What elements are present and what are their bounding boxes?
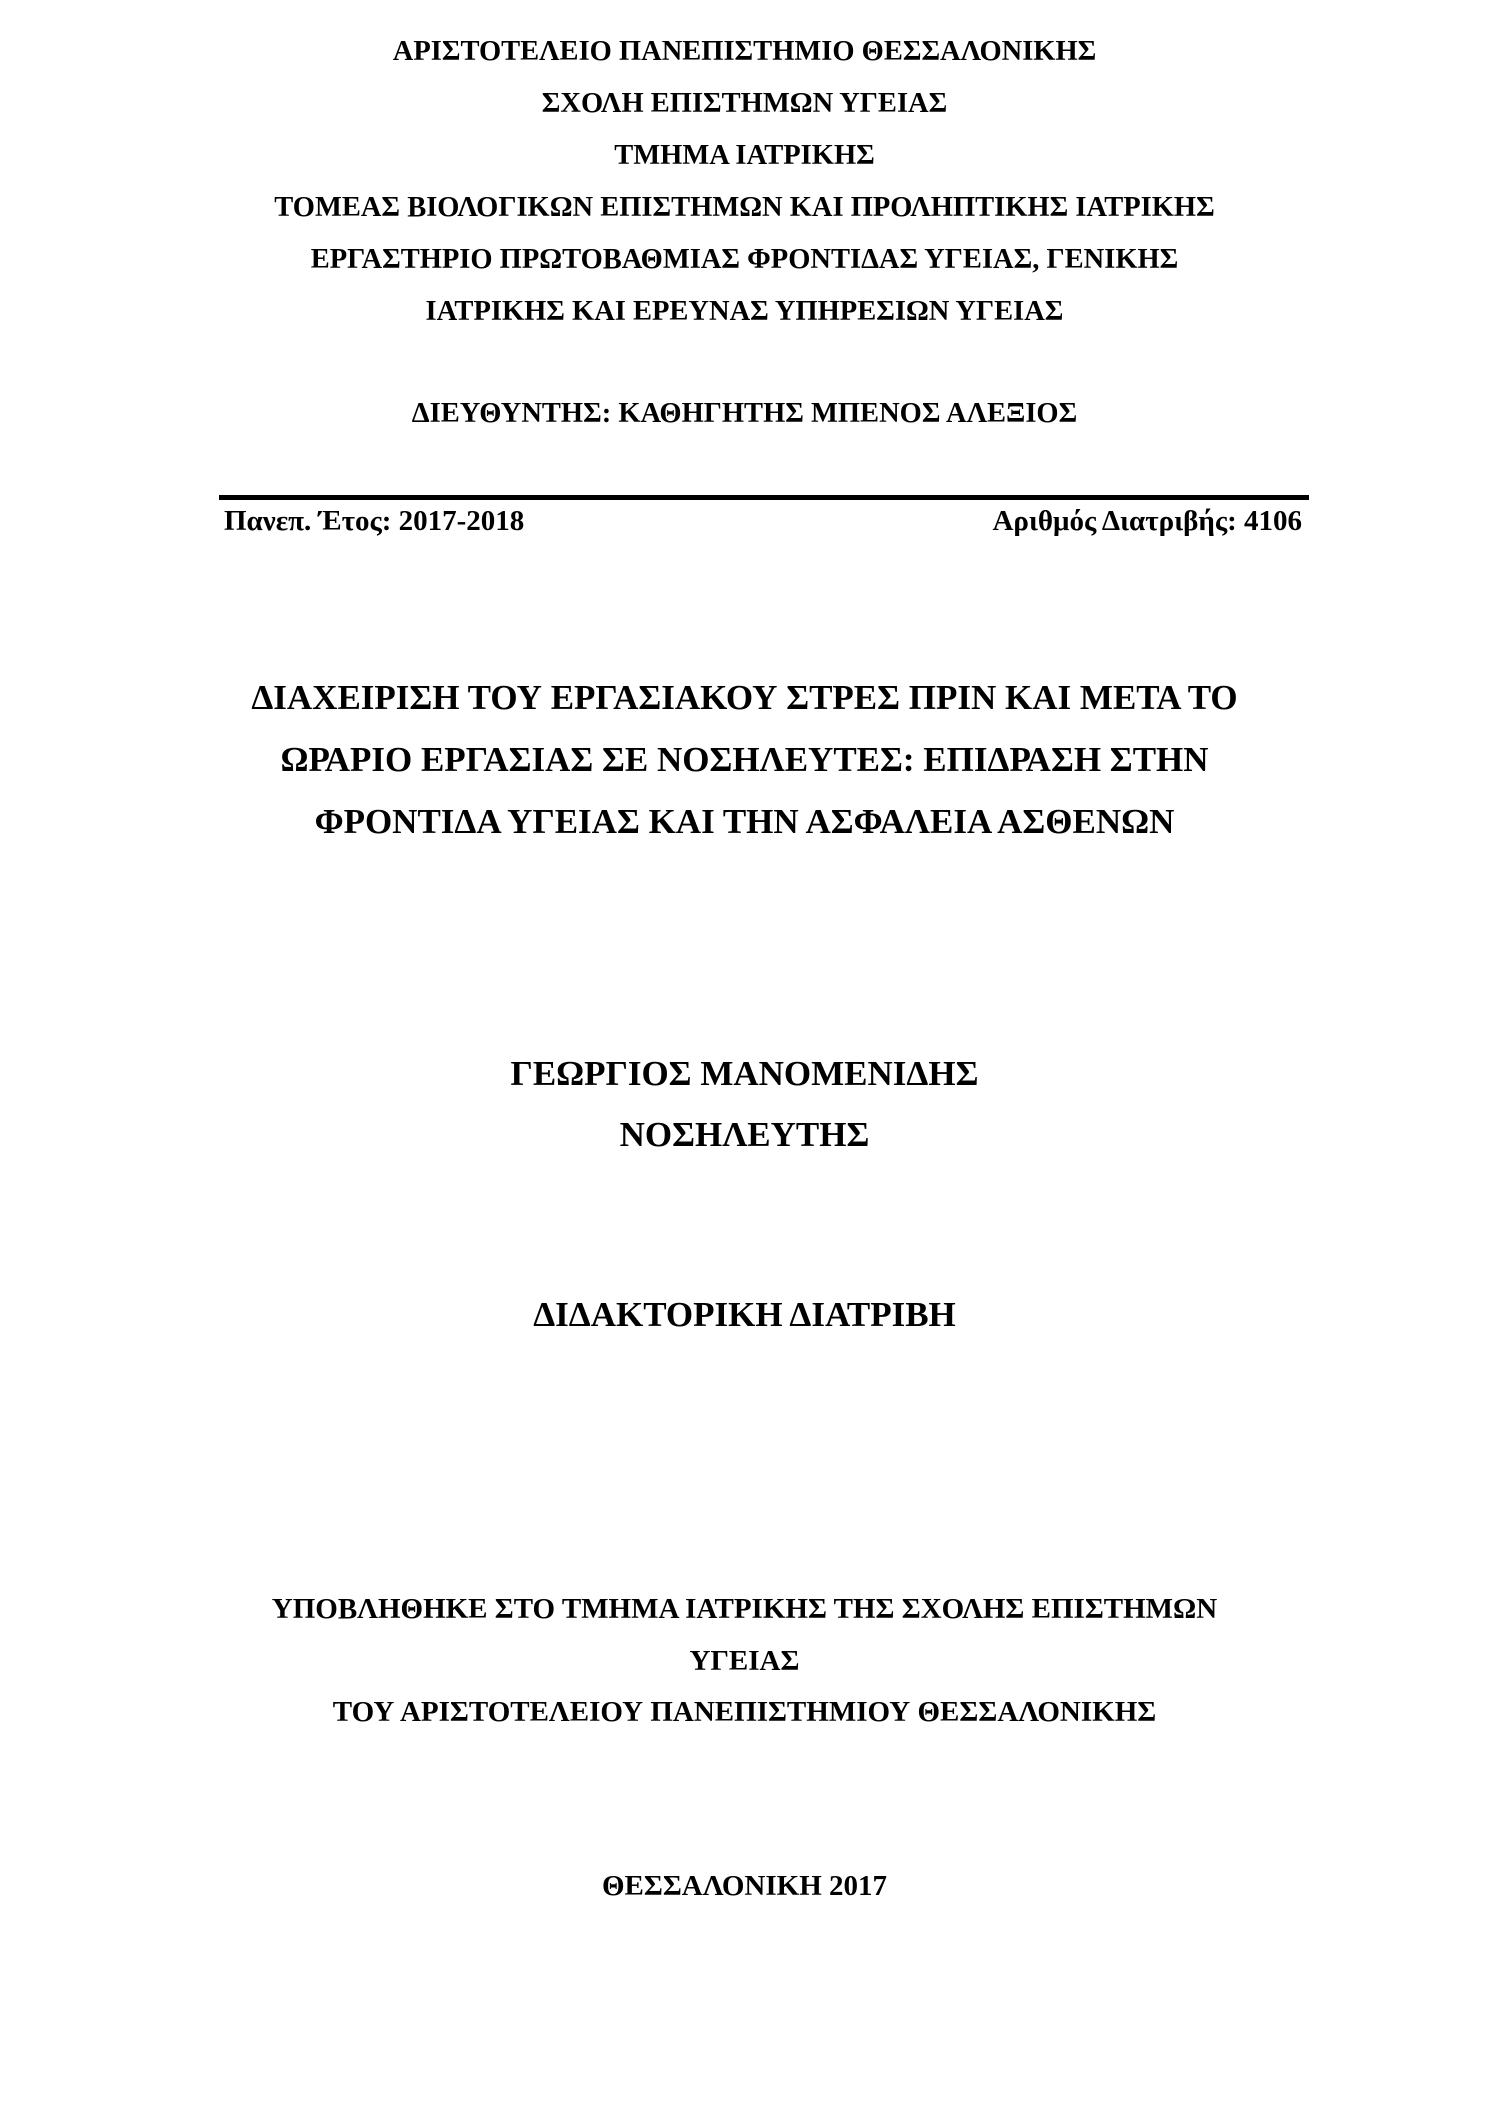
director-line: ΔΙΕΥΘΥΝΤΗΣ: ΚΑΘΗΓΗΤΗΣ ΜΠΕΝΟΣ ΑΛΕΞΙΟΣ (411, 398, 1078, 429)
thesis-title-line2: ΩΡΑΡΙΟ ΕΡΓΑΣΙΑΣ ΣΕ ΝΟΣΗΛΕΥΤΕΣ: ΕΠΙΔΡΑΣΗ ΣΤΗΝ (280, 740, 1209, 779)
sector-name: ΤΟΜΕΑΣ ΒΙΟΛΟΓΙΚΩΝ ΕΠΙΣΤΗΜΩΝ ΚΑΙ ΠΡΟΛΗΠΤΙΚΗΣ ΙΑΤΡΙΚΗΣ (274, 192, 1215, 223)
author-name: ΓΕΩΡΓΙΟΣ ΜΑΝΟΜΕΝΙΔΗΣ (510, 1054, 979, 1093)
laboratory-name-line2: ΙΑΤΡΙΚΗΣ ΚΑΙ ΕΡΕΥΝΑΣ ΥΠΗΡΕΣΙΩΝ ΥΓΕΙΑΣ (425, 296, 1064, 327)
place-date: ΘΕΣΣΑΛΟΝΙΚΗ 2017 (601, 1870, 887, 1902)
header-divider (219, 495, 1309, 500)
thesis-number: Αριθμός Διατριβής: 4106 (992, 505, 1302, 537)
submission-line1: ΥΠΟΒΛΗΘΗΚΕ ΣΤΟ ΤΜΗΜΑ ΙΑΤΡΙΚΗΣ ΤΗΣ ΣΧΟΛΗΣ ΕΠΙΣΤΗΜΩΝ (271, 1593, 1218, 1625)
thesis-title-line1: ΔΙΑΧΕΙΡΙΣΗ ΤΟΥ ΕΡΓΑΣΙΑΚΟΥ ΣΤΡΕΣ ΠΡΙΝ ΚΑΙ ΜΕΤΑ ΤΟ (251, 678, 1238, 717)
department-name: ΤΜΗΜΑ ΙΑΤΡΙΚΗΣ (614, 140, 875, 171)
academic-year: Πανεπ. Έτος: 2017-2018 (224, 505, 525, 537)
thesis-title-line3: ΦΡΟΝΤΙΔΑ ΥΓΕΙΑΣ ΚΑΙ ΤΗΝ ΑΣΦΑΛΕΙΑ ΑΣΘΕΝΩΝ (314, 802, 1175, 841)
laboratory-name-line1: ΕΡΓΑΣΤΗΡΙΟ ΠΡΩΤΟΒΑΘΜΙΑΣ ΦΡΟΝΤΙΔΑΣ ΥΓΕΙΑΣ, ΓΕΝΙΚΗΣ (310, 244, 1179, 275)
submission-line3: ΤΟΥ ΑΡΙΣΤΟΤΕΛΕΙΟΥ ΠΑΝΕΠΙΣΤΗΜΙΟΥ ΘΕΣΣΑΛΟΝΙΚΗΣ (332, 1696, 1157, 1728)
university-name: ΑΡΙΣΤΟΤΕΛΕΙΟ ΠΑΝΕΠΙΣΤΗΜΙΟ ΘΕΣΣΑΛΟΝΙΚΗΣ (392, 36, 1097, 67)
submission-line2: ΥΓΕΙΑΣ (689, 1645, 800, 1677)
school-name: ΣΧΟΛΗ ΕΠΙΣΤΗΜΩΝ ΥΓΕΙΑΣ (541, 88, 948, 119)
document-type: ΔΙΔΑΚΤΟΡΙΚΗ ΔΙΑΤΡΙΒΗ (533, 1295, 956, 1334)
author-profession: ΝΟΣΗΛΕΥΤΗΣ (619, 1115, 870, 1154)
